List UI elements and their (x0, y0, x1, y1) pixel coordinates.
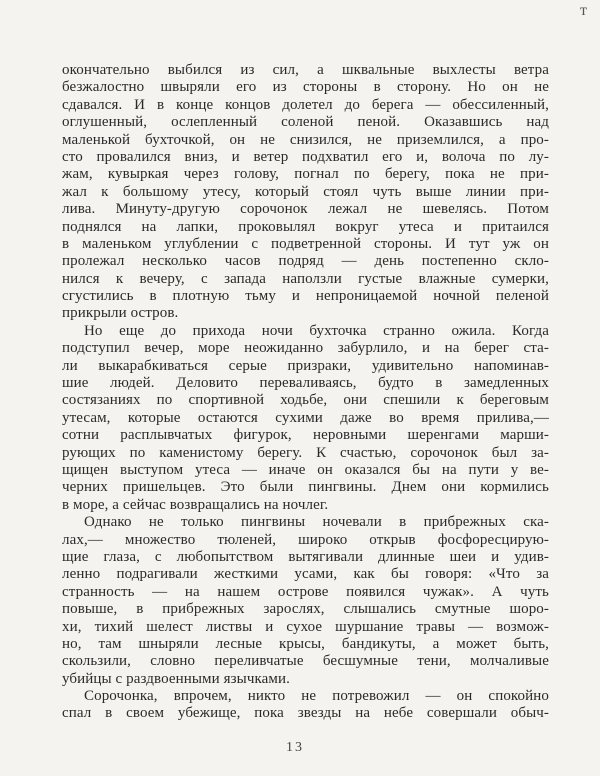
scan-corner-mark: т (580, 2, 587, 19)
text-line: утесам, которые остаются сухими даже во время прилива,— (62, 409, 549, 426)
text-line: состязаниях по спортивной ходьбе, они спешили к береговым (62, 392, 549, 409)
text-line: сто провалился вниз, и ветер подхватил его и, волоча по лу- (62, 148, 549, 165)
text-line: щищен выступом утеса — иначе он оказался бы на пути у ве- (62, 461, 549, 478)
text-line: прикрыли остров. (62, 305, 179, 322)
text-line: странность — на нашем острове появился чужак». А чуть (62, 583, 549, 600)
paragraph (62, 688, 549, 723)
text-line: подступил вечер, море неожиданно забурлило, и на берег ста- (62, 340, 549, 357)
paragraph (62, 514, 549, 688)
text-line: сотни расплывчатых фигурок, неровными шеренгами марши- (62, 427, 549, 444)
text-line: оглушенный, ослепленный соленой пеной. Оказавшись над (62, 114, 549, 131)
paragraph (62, 323, 549, 514)
text-line: в море, а сейчас возвращались на ночлег. (62, 496, 329, 513)
text-line: шие людей. Деловито переваливаясь, будто в замедленных (62, 375, 549, 392)
text-line: лива. Минуту-другую сорочонок лежал не шевелясь. Потом (62, 201, 549, 218)
text-line: ли выкарабкиваться серые призраки, удивительно напоминав- (62, 357, 549, 374)
text-line: нился к вечеру, с запада наползли густые влажные сумерки, (62, 270, 549, 287)
text-line: в маленьком углублении с подветренной стороны. И тут уж он (62, 235, 549, 252)
text-line: Однако не только пингвины ночевали в прибрежных ска- (84, 514, 549, 531)
paragraph (62, 62, 549, 323)
text-line: Но еще до прихода ночи бухточка странно ожила. Когда (84, 322, 549, 339)
text-line: сгустились в плотную тьму и непроницаемой ночной пеленой (62, 288, 549, 305)
text-line: черних пришельцев. Это были пингвины. Днем они кормились (62, 479, 549, 496)
page-number: 13 (286, 740, 304, 755)
text-line: безжалостно швыряли его из стороны в сторону. Но он не (62, 79, 549, 96)
text-line: жам, кувыркая через голову, погнал по берегу, пока не при- (62, 166, 549, 183)
text-line: ленно подрагивали жесткими усами, как бы говоря: «Что за (62, 566, 549, 583)
text-line: пролежал несколько часов подряд — день постепенно скло- (62, 253, 549, 270)
text-line: хи, тихий шелест листвы и сухое шуршание травы — возмож- (62, 618, 549, 635)
text-line: рующих по каменистому берегу. К счастью, сорочонок был за- (62, 444, 549, 461)
text-line: окончательно выбился из сил, а шквальные выхлесты ветра (62, 62, 549, 78)
text-line: убийцы с раздвоенными язычками. (62, 670, 290, 687)
text-line: спал в своем убежище, пока звезды на небе совершали обыч- (62, 705, 549, 722)
text-line: но, там шныряли лесные крысы, бандикуты, а может быть, (62, 635, 549, 652)
text-line: щие глаза, с любопытством вытягивали длинные шеи и удив- (62, 548, 549, 565)
body-text (62, 62, 549, 723)
text-line: лах,— множество тюленей, широко открыв фосфоресцирую- (62, 531, 549, 548)
text-line: поднялся на лапки, проковылял вокруг утеса и притаился (62, 218, 549, 235)
text-line: Сорочонка, впрочем, никто не потревожил — он спокойно (84, 688, 549, 705)
text-line: маленькой бухточкой, он не снизился, не приземлился, а про- (62, 131, 549, 148)
text-line: жал к большому утесу, который стоял чуть выше линии при- (62, 183, 549, 200)
text-line: сдавался. И в конце концов долетел до берега — обессиленный, (62, 96, 549, 113)
text-line: повыше, в прибрежных зарослях, слышались смутные шоро- (62, 601, 549, 618)
text-line: скользили, словно переливчатые бесшумные тени, молчаливые (62, 653, 549, 670)
